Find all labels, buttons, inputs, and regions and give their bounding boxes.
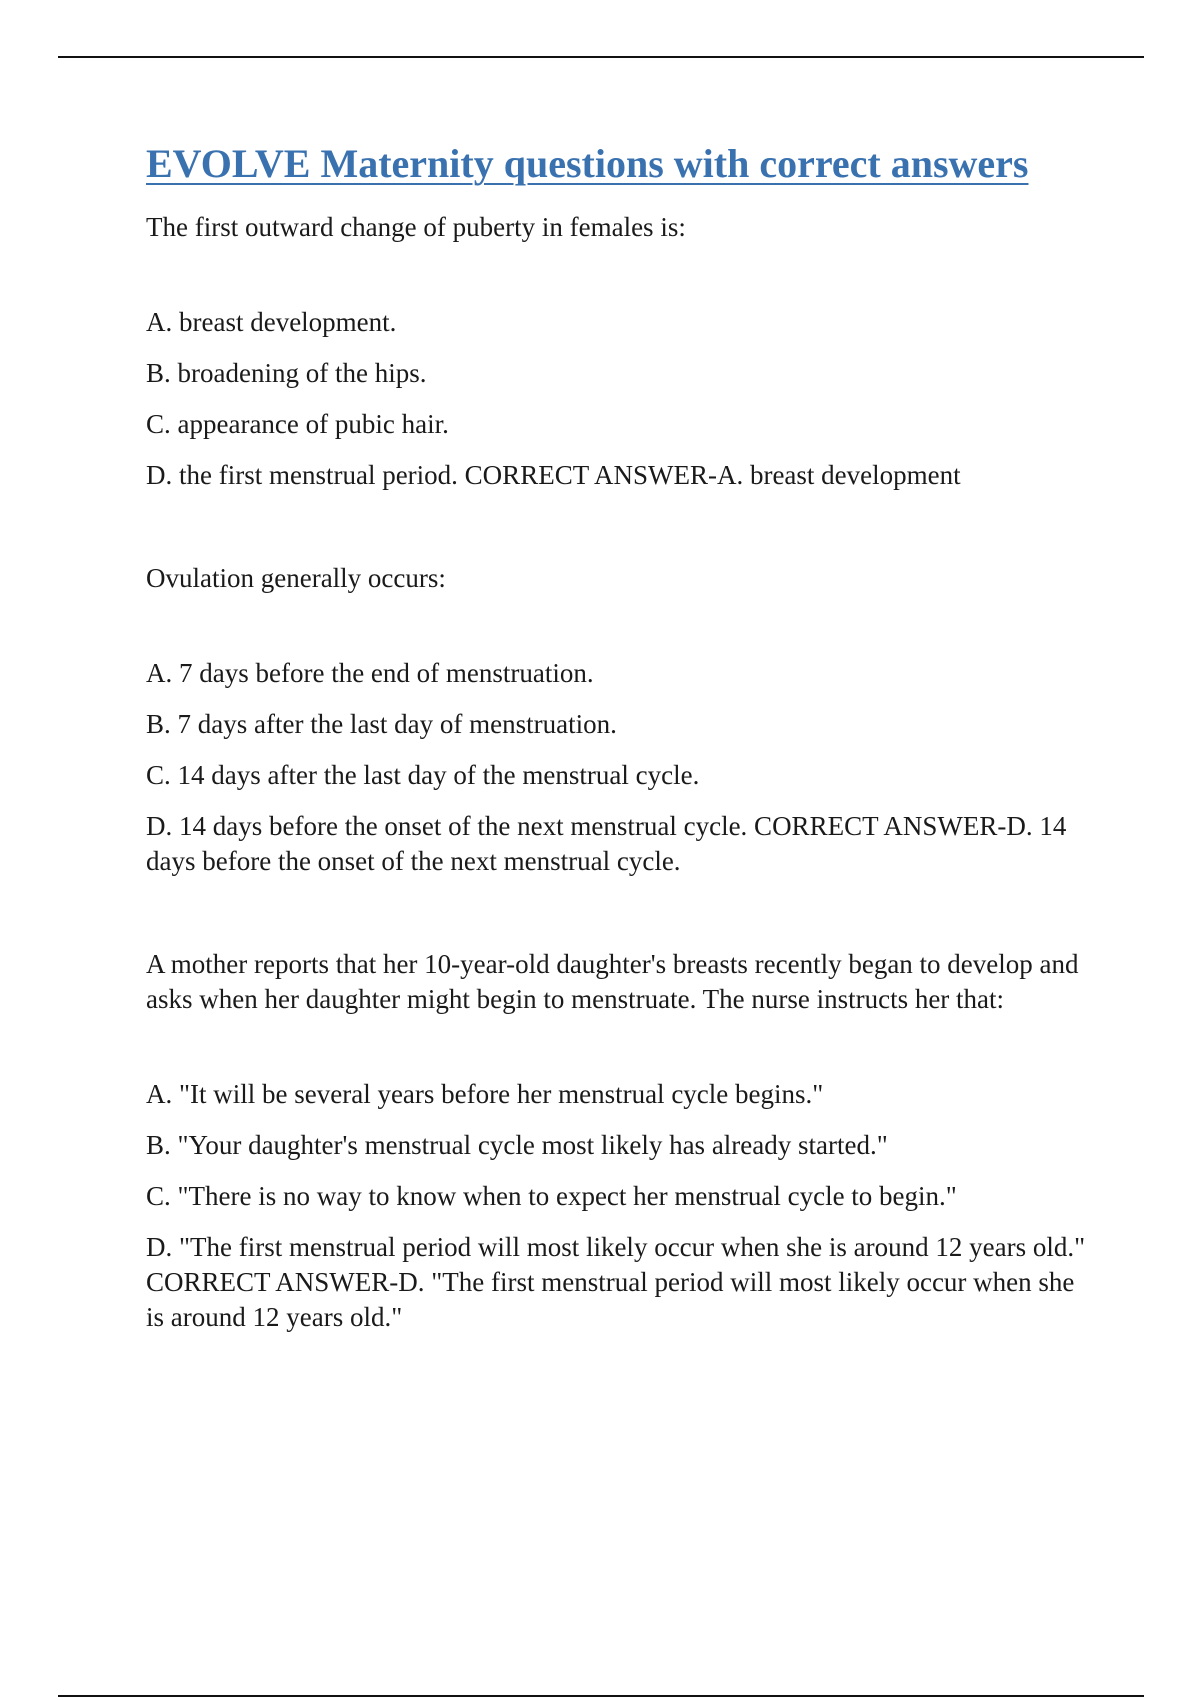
answer-option-a: A. "It will be several years before her menstrual cycle begins." bbox=[146, 1079, 824, 1109]
answer-option-a: A. 7 days before the end of menstruation. bbox=[146, 658, 594, 688]
header-rule bbox=[58, 56, 1144, 58]
question-3 bbox=[146, 947, 1086, 1335]
document-title[interactable]: EVOLVE Maternity questions with correct answers bbox=[146, 141, 1029, 186]
answer-option-b: B. 7 days after the last day of menstruation. bbox=[146, 709, 617, 739]
answer-option-d: D. "The first menstrual period will most likely occur when she is around 12 years old." CORRECT ANSWER-D. "The first menstrual period will most likely occur when she is around 12 years old." bbox=[146, 1232, 1086, 1332]
question-2 bbox=[146, 561, 1086, 879]
question-text: A mother reports that her 10-year-old daughter's breasts recently began to develop and asks when her daughter might begin to menstruate. The nurse instructs her that: bbox=[146, 949, 1079, 1014]
question-text: Ovulation generally occurs: bbox=[146, 563, 446, 593]
answer-option-d: D. 14 days before the onset of the next menstrual cycle. CORRECT ANSWER-D. 14 days before the onset of the next menstrual cycle. bbox=[146, 811, 1067, 876]
answer-option-c: C. "There is no way to know when to expect her menstrual cycle to begin." bbox=[146, 1181, 957, 1211]
answer-option-c: C. appearance of pubic hair. bbox=[146, 409, 449, 439]
footer-rule bbox=[58, 1695, 1144, 1697]
document-body bbox=[146, 140, 1086, 1351]
question-text: The first outward change of puberty in females is: bbox=[146, 212, 686, 242]
answer-option-a: A. breast development. bbox=[146, 307, 397, 337]
question-1 bbox=[146, 210, 1086, 493]
answer-option-d: D. the first menstrual period. CORRECT ANSWER-A. breast development bbox=[146, 460, 961, 490]
answer-option-b: B. "Your daughter's menstrual cycle most likely has already started." bbox=[146, 1130, 888, 1160]
answer-option-b: B. broadening of the hips. bbox=[146, 358, 427, 388]
answer-option-c: C. 14 days after the last day of the menstrual cycle. bbox=[146, 760, 700, 790]
